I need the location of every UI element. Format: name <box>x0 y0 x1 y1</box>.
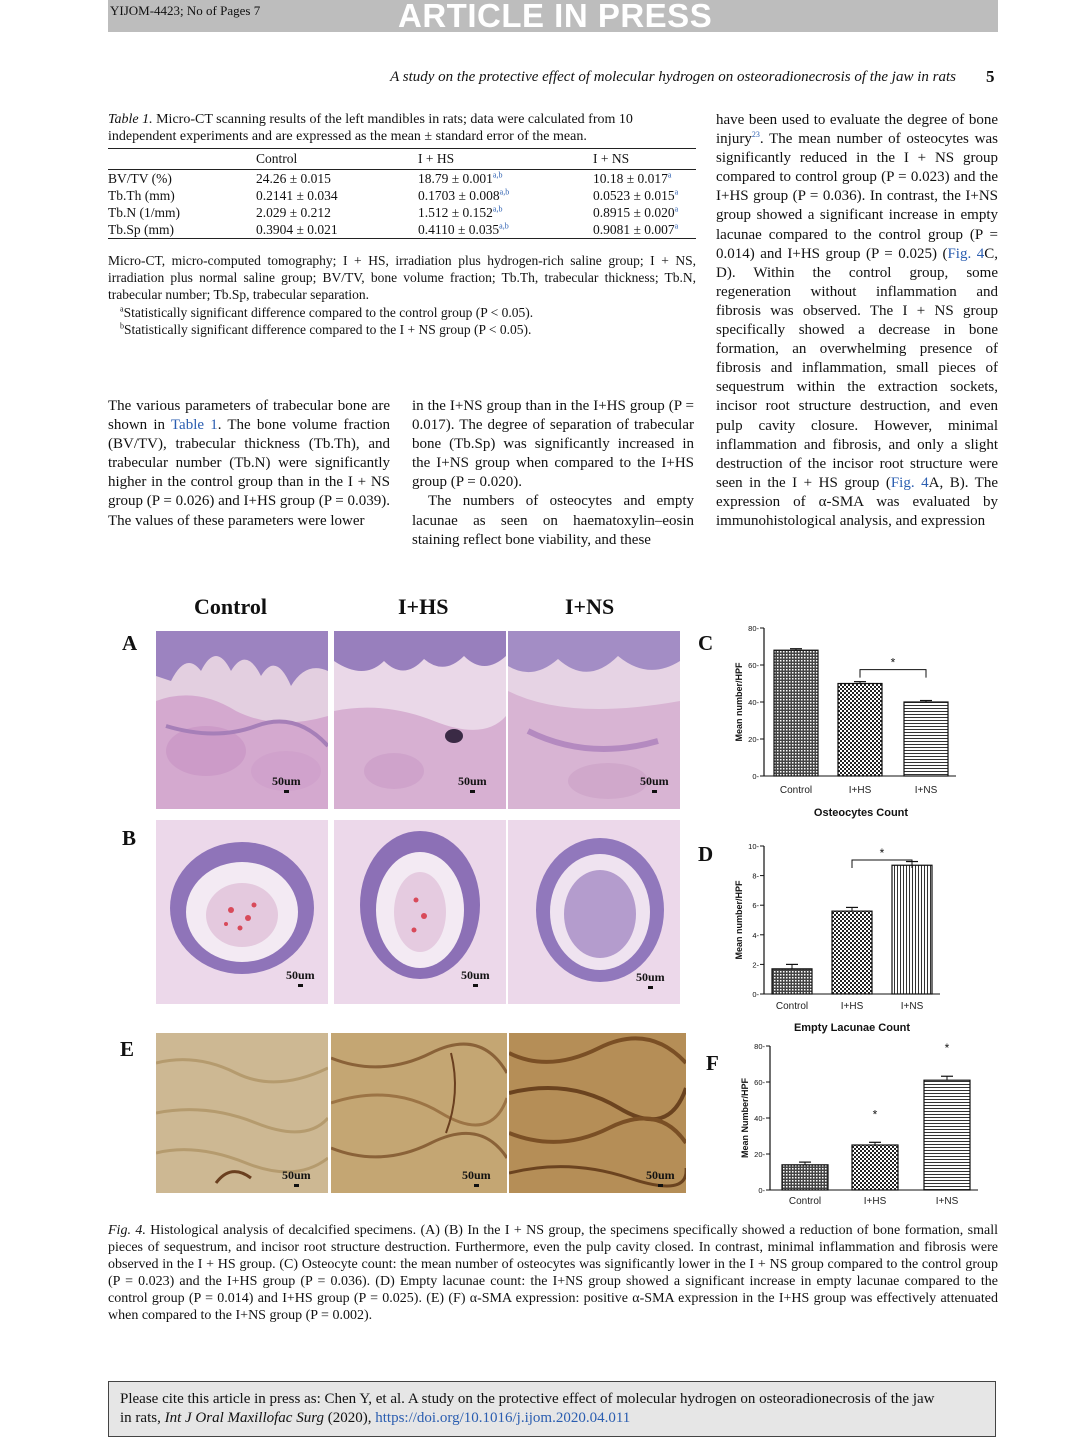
paragraph <box>716 111 998 531</box>
footnote-b-mark: b <box>120 321 124 331</box>
scale-bar <box>461 968 490 987</box>
citation-line-1: Please cite this article in press as: Chen Y, et al. A study on the protective effect of molecular hydrogen on osteoradionecrosis of the jaw <box>120 1391 935 1407</box>
panel-label-a: A <box>122 631 138 655</box>
bar-control <box>772 969 812 994</box>
micrograph-a-control <box>156 631 328 809</box>
x-tick-label: I+HS <box>848 785 872 796</box>
table-cell: BV/TV (%) <box>108 171 172 186</box>
table-row <box>108 187 696 204</box>
table-cell: 0.2141 ± 0.034 <box>256 188 338 203</box>
table-1-link[interactable]: Table 1 <box>170 417 218 434</box>
significance-star: * <box>890 655 896 670</box>
text-run: (2020), <box>324 1410 376 1426</box>
scale-bar-line <box>470 790 475 793</box>
y-tick-label: 20- <box>748 735 759 744</box>
reference-23-link[interactable]: 23 <box>751 130 760 140</box>
scale-bar-line <box>473 984 478 987</box>
significance-star: * <box>872 1107 878 1122</box>
citation-text <box>120 1390 990 1428</box>
footnote-mark: a,b <box>492 170 503 180</box>
column-head-control: Control <box>194 594 267 619</box>
paragraph: in the I+NS group than in the I+HS group (P = 0.017). The degree of separation of trabecular bone (Tb.Sp) was significantly increased in the I+NS group when compared to the I+HS group (P = 0.020). <box>412 398 694 491</box>
scale-bar-label: 50um <box>282 1168 311 1182</box>
chart-f-alpha-sma <box>726 1036 988 1212</box>
cell-value: 10.18 ± 0.017 <box>593 171 668 186</box>
text-run: The various parameters of trabecular bone are shown in <box>108 398 390 434</box>
x-tick-label: I+HS <box>863 1196 887 1207</box>
cell-value: 0.4110 ± 0.035 <box>418 222 500 237</box>
chart-d-empty-lacunae <box>726 830 988 1036</box>
y-tick-label: 4- <box>752 930 759 940</box>
scale-bar-line <box>474 1184 479 1187</box>
y-tick-label: 60- <box>748 661 759 670</box>
bar-i-hs <box>852 1145 898 1190</box>
y-axis-label: Mean number/HPF <box>734 880 744 960</box>
table-cell: Tb.N (1/mm) <box>108 205 180 220</box>
y-tick-label: 40- <box>754 1114 765 1123</box>
scale-bar <box>646 1168 675 1187</box>
footnote-mark: a <box>674 204 679 214</box>
scale-bar-label: 50um <box>272 774 301 788</box>
x-axis-title: Osteocytes Count <box>813 807 909 819</box>
table-header-cell <box>108 149 256 170</box>
table-cell <box>418 204 593 221</box>
body-column-3 <box>716 111 998 531</box>
footnote-b-text: Statistically significant difference compared to the I + NS group (P < 0.05). <box>124 321 532 337</box>
footnote-a-text: Statistically significant difference compared to the control group (P < 0.05). <box>123 304 534 320</box>
x-tick-label: I+HS <box>840 1001 864 1012</box>
x-tick-label: Control <box>779 785 813 796</box>
scale-bar-line <box>298 984 303 987</box>
bar-i-ns <box>924 1080 970 1190</box>
y-tick-label: 2- <box>752 960 759 970</box>
table-header-cell: Control <box>256 149 418 170</box>
scale-bar <box>458 774 487 793</box>
significance-bracket <box>860 670 926 678</box>
doi-link[interactable]: https://doi.org/10.1016/j.ijom.2020.04.011 <box>375 1410 631 1426</box>
figure-caption-text: Histological analysis of decalcified specimens. (A) (B) In the I + NS group, the specimens specifically showed a reduction of bone formation, small pieces of sequestrum, and incisor root structure destruction. Furthermore, even the pulp cavity closed. In contrast, minimal inflammation and fibrosis were observed in the I + HS group. (C) Osteocyte count: the mean number of osteocytes was significantly lower in the I + NS group compared to the control group (P = 0.023) and the I+HS group (P = 0.036). (D) Empty lacunae count: the I+NS group showed a significant increase in empty lacunae compared to the control group (P = 0.014) and I+HS group (P = 0.025). (E) (F) α-SMA expression: positive α-SMA expression in the I+HS group was effectively attenuated when compared to the I+NS group (P = 0.002). <box>108 1223 998 1323</box>
scale-bar-label: 50um <box>458 774 487 788</box>
significance-star: * <box>944 1041 950 1056</box>
cell-value: 1.512 ± 0.152 <box>418 205 493 220</box>
panel-label-c: C <box>698 631 714 655</box>
scale-bar <box>272 774 301 793</box>
table-cell <box>593 170 696 188</box>
text-run: A, B). The expression of α-SMA was evaluated by immunohistological analysis, and expression <box>716 474 999 529</box>
y-tick-label: 0- <box>752 990 759 999</box>
table-cell <box>593 204 696 221</box>
table-cell <box>418 170 593 188</box>
scale-bar-line <box>294 1184 299 1187</box>
footnote-a <box>108 304 696 321</box>
table-cell: 0.3904 ± 0.021 <box>256 221 418 239</box>
cell-value: 0.9081 ± 0.007 <box>593 222 675 237</box>
bar-i-hs <box>838 684 882 777</box>
scale-bar-line <box>648 986 653 989</box>
paragraph: The numbers of osteocytes and empty lacunae as seen on haematoxylin–eosin staining reflect bone viability, and these <box>412 493 694 548</box>
table-cell: Tb.Sp (mm) <box>108 221 256 239</box>
figure-label: Fig. 4. <box>108 1223 146 1238</box>
table-cell: 24.26 ± 0.015 <box>256 171 331 186</box>
table-label: Table 1. <box>108 112 153 127</box>
cell-value: 0.0523 ± 0.015 <box>593 188 675 203</box>
text-run: have been used to evaluate the degree of bone injury <box>716 112 998 148</box>
y-tick-label: 80- <box>754 1042 765 1051</box>
scale-bar <box>286 968 315 987</box>
table-abbreviations: Micro-CT, micro-computed tomography; I + HS, irradiation plus hydrogen-rich saline group; I + NS, irradiation plus normal saline group; BV/TV, bone volume fraction; Tb.Th, trabecular thickness; Tb.N, trabecular number; Tb.Sp, trabecular separation. <box>108 253 696 303</box>
scale-bar <box>462 1168 491 1187</box>
scale-bar-label: 50um <box>640 774 669 788</box>
he-stain-image <box>156 631 328 809</box>
bar-i-ns <box>904 702 948 776</box>
panel-label-b: B <box>122 826 137 850</box>
bar-control <box>782 1165 828 1190</box>
significance-star: * <box>879 846 885 860</box>
x-tick-label: Control <box>775 1001 809 1012</box>
footnote-mark: a <box>674 221 679 231</box>
x-tick-label: I+NS <box>914 785 938 796</box>
footnote-mark: a,b <box>499 221 509 231</box>
x-tick-label: Control <box>788 1196 822 1207</box>
panel-label-d: D <box>698 842 714 866</box>
table-cell <box>593 187 696 204</box>
table-cell <box>418 187 593 204</box>
fig-4-link[interactable]: Fig. 4 <box>947 245 985 262</box>
bar-i-ns <box>892 865 932 994</box>
fig-4-link[interactable]: Fig. 4 <box>890 474 929 491</box>
micro-ct-table <box>108 148 696 239</box>
scale-bar <box>640 774 669 793</box>
table-header-cell: I + HS <box>418 149 593 170</box>
bar-control <box>774 650 818 776</box>
cell-value: 18.79 ± 0.001 <box>418 171 493 186</box>
body-column-1 <box>108 397 390 531</box>
running-head: A study on the protective effect of molecular hydrogen on osteoradionecrosis of the jaw in rats <box>390 69 956 85</box>
text-run: C, D). Within the control group, some regeneration without inflammation and fibrosis was observed. The I + NS group specifically showed a decrease in bone formation, an overwhelming presence of fibrosis and inflammation, small pieces of sequestrum within the extraction sockets, incisor root structure destruction, and even pulp cavity closure. However, minimal inflammation and fibrosis, and only a slight destruction of the incisor root structure were seen in the I + HS group ( <box>716 245 998 491</box>
scale-bar-label: 50um <box>462 1168 491 1182</box>
y-axis-label: Mean Number/HPF <box>740 1077 750 1159</box>
scale-bar-label: 50um <box>286 968 315 982</box>
scale-bar-line <box>658 1184 663 1187</box>
column-head-ins: I+NS <box>565 594 615 619</box>
table-row <box>108 204 696 221</box>
x-tick-label: I+NS <box>935 1196 959 1207</box>
body-column-2 <box>412 397 694 550</box>
text-run: in rats, <box>120 1410 165 1426</box>
scale-bar <box>636 970 665 989</box>
figure-caption <box>108 1222 998 1324</box>
table-cell: 2.029 ± 0.212 <box>256 205 331 220</box>
y-axis-label: Mean number/HPF <box>734 662 744 742</box>
footnote-b <box>108 321 696 338</box>
table-footnotes <box>108 252 696 338</box>
scale-bar <box>282 1168 311 1187</box>
table-header-cell: I + NS <box>593 149 696 170</box>
footnote-mark: a <box>667 170 672 180</box>
footnote-mark: a,b <box>499 187 510 197</box>
table-caption <box>108 111 696 145</box>
table-caption-text: Micro-CT scanning results of the left mandibles in rats; data were calculated from 10 independent experiments and are expressed as the mean ± standard error of the mean. <box>108 112 633 144</box>
cell-value: 0.1703 ± 0.008 <box>418 188 500 203</box>
y-tick-label: 60- <box>754 1078 765 1087</box>
scale-bar-line <box>652 790 657 793</box>
panel-label-e: E <box>120 1037 135 1061</box>
y-tick-label: 8- <box>752 871 759 881</box>
y-tick-label: 6- <box>752 901 759 911</box>
text-run: . The mean number of osteocytes was significantly reduced in the I + NS group compared to control group (P = 0.023) and the I+HS group (P = 0.036). In contrast, the I+NS group showed a significant increase in empty lacunae compared to the control group (P = 0.014) and I+HS group (P = 0.025) ( <box>716 131 998 262</box>
journal-name: Int J Oral Maxillofac Surg <box>164 1410 324 1426</box>
footnote-a-mark: a <box>120 304 124 314</box>
cell-value: 0.8915 ± 0.020 <box>593 205 675 220</box>
y-tick-label: 20- <box>754 1150 765 1159</box>
scale-bar-line <box>284 790 289 793</box>
y-tick-label: 10- <box>748 842 759 851</box>
table-cell: Tb.Th (mm) <box>108 188 175 203</box>
bar-i-hs <box>832 911 872 994</box>
table-header-row <box>108 149 696 170</box>
table-cell <box>418 221 593 239</box>
chart-c-osteocytes <box>726 618 988 822</box>
column-head-ihs: I+HS <box>398 594 449 619</box>
footnote-mark: a,b <box>492 204 503 214</box>
footnote-mark: a <box>674 187 679 197</box>
scale-bar-label: 50um <box>461 968 490 982</box>
table-row <box>108 221 696 239</box>
y-tick-label: 40- <box>748 698 759 707</box>
article-in-press-banner: ARTICLE IN PRESS <box>398 0 713 34</box>
x-axis-title: Empty Lacunae Count <box>793 1022 911 1034</box>
text-run: . The bone volume fraction (BV/TV), trabecular thickness (Tb.Th), and trabecular number (Tb.N) were significantly higher in the control group than in the I + NS group (P = 0.026) and I+HS group (P = 0.039). The values of these parameters were lower <box>108 417 390 529</box>
paragraph <box>108 397 390 531</box>
citation-line-2 <box>120 1409 990 1428</box>
y-tick-label: 0- <box>758 1186 765 1195</box>
scale-bar-label: 50um <box>636 970 665 984</box>
journal-id: YIJOM-4423; No of Pages 7 <box>110 3 261 18</box>
y-tick-label: 80- <box>748 624 759 633</box>
y-tick-label: 0- <box>752 772 759 781</box>
x-tick-label: I+NS <box>900 1001 924 1012</box>
panel-label-f: F <box>706 1051 719 1075</box>
table-cell <box>593 221 696 239</box>
page-number: 5 <box>986 67 995 86</box>
table-row <box>108 170 696 188</box>
scale-bar-label: 50um <box>646 1168 675 1182</box>
